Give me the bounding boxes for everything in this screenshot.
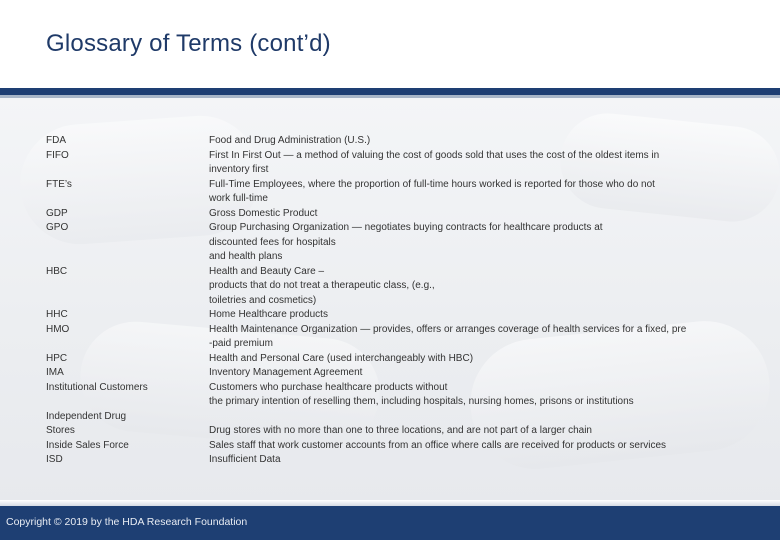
term: Independent Drug — [46, 410, 127, 422]
definition-line: Gross Domestic Product — [209, 207, 318, 219]
term: IMA — [46, 367, 64, 378]
term: HMO — [46, 323, 70, 335]
header-rule — [0, 88, 780, 95]
term: Inside Sales Force — [46, 439, 129, 451]
slide-footer — [0, 506, 780, 540]
definition-line: work full-time — [209, 193, 268, 204]
definition-line: and health plans — [209, 251, 283, 262]
term: Institutional Customers — [46, 381, 148, 393]
slide-header — [0, 0, 780, 88]
definition-line: Home Healthcare products — [209, 309, 328, 320]
definition-line: Group Purchasing Organization — negotiates buying contracts for healthcare products at — [209, 222, 603, 233]
definition-line: Inventory Management Agreement — [209, 367, 363, 378]
term: GDP — [46, 207, 68, 219]
copyright-text: Copyright © 2019 by the HDA Research Foundation — [6, 516, 248, 528]
definition-line: products that do not treat a therapeutic class, (e.g., — [209, 280, 435, 291]
term: ISD — [46, 454, 63, 465]
term: FIFO — [46, 149, 69, 161]
definition-line: Full-Time Employees, where the proportion of full-time hours worked is reported for those who do not — [209, 178, 655, 190]
header-rule-accent — [0, 95, 780, 98]
term: FDA — [46, 135, 66, 146]
definition-line: Customers who purchase healthcare products without — [209, 381, 448, 393]
definition-line: Health and Beauty Care – — [209, 265, 325, 277]
definition-line: -paid premium — [209, 338, 273, 349]
term: FTE’s — [46, 178, 72, 190]
definition-line: Health Maintenance Organization — provides, offers or arranges coverage of health services for a fixed, pre — [209, 323, 687, 335]
definition-line: Drug stores with no more than one to three locations, and are not part of a larger chain — [209, 425, 592, 436]
definition-line: discounted fees for hospitals — [209, 236, 336, 248]
definition-line: toiletries and cosmetics) — [209, 294, 317, 306]
definition-line: Sales staff that work customer accounts from an office where calls are received for products or services — [209, 439, 667, 451]
definition-line: Food and Drug Administration (U.S.) — [209, 135, 371, 146]
term: HBC — [46, 265, 68, 277]
term: HPC — [46, 352, 68, 364]
definition-line: Health and Personal Care (used interchangeably with HBC) — [209, 352, 474, 364]
definition-line: inventory first — [209, 164, 269, 175]
definition-line: First In First Out — a method of valuing the cost of goods sold that uses the cost of the oldest items in — [209, 149, 660, 161]
definition-line: Insufficient Data — [209, 454, 281, 465]
definitions-column — [209, 134, 749, 468]
slide-title: Glossary of Terms (cont’d) — [46, 30, 331, 57]
terms-column — [46, 134, 196, 468]
definition-line: the primary intention of reselling them, including hospitals, nursing homes, prisons or institutions — [209, 396, 634, 407]
term: GPO — [46, 222, 69, 233]
term: HHC — [46, 309, 68, 320]
term: Stores — [46, 425, 75, 436]
